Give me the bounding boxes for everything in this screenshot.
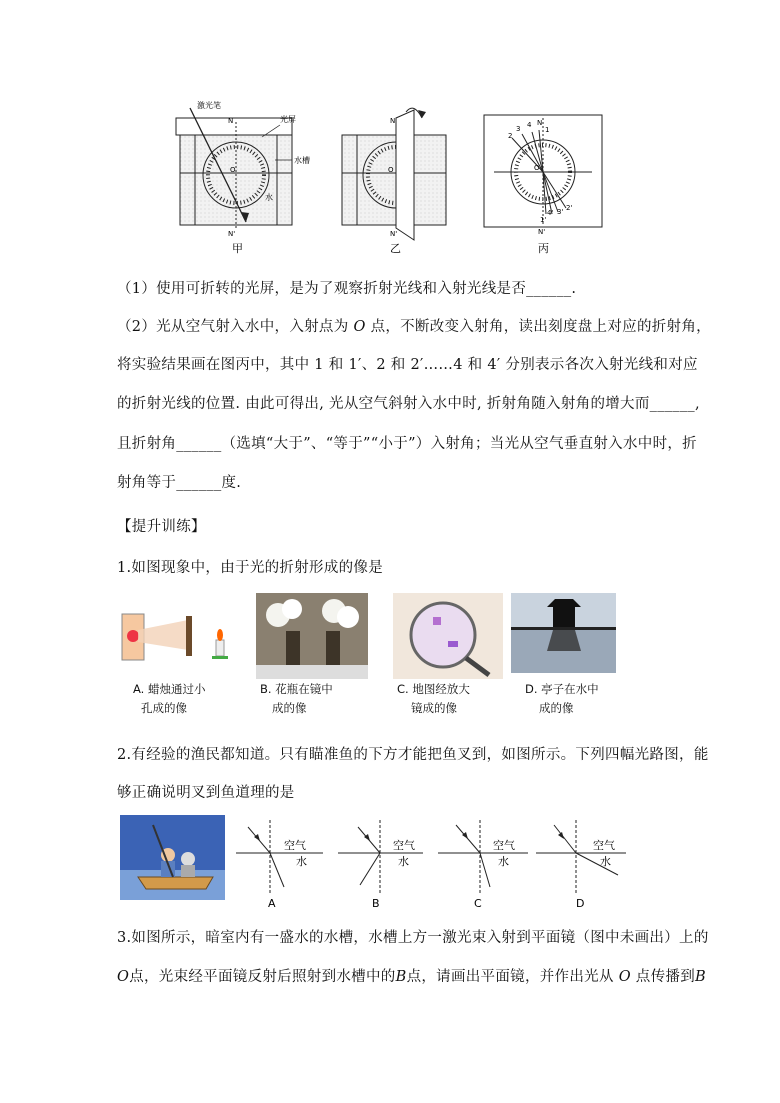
bing-num-1: 1	[545, 126, 550, 134]
diag-d-water: 水	[600, 855, 611, 868]
fig-label-Nprime3: N'	[538, 228, 546, 236]
diag-a-water: 水	[296, 855, 307, 868]
diagram-b	[338, 820, 423, 893]
fig-label-screen: 光屏	[280, 115, 296, 124]
magnifier-map-icon	[393, 593, 503, 679]
option-c-caption[interactable]: C. 地图经放大 镜成的像	[397, 682, 470, 715]
fig-label-tank: 水槽	[294, 156, 310, 165]
bing-num-2: 2	[508, 132, 513, 140]
fig-caption-yi: 乙	[390, 242, 401, 255]
question-part2-line1: （2）光从空气射入水中，入射点为 O 点，不断改变入射角，读出刻度盘上对应的折射角，	[117, 319, 711, 335]
bing-num-3p: 3'	[557, 208, 564, 216]
diag-c-air: 空气	[493, 839, 515, 852]
option-b-image	[256, 593, 368, 679]
diagram-d	[536, 820, 626, 893]
question-part2-line2: 将实验结果画在图丙中，其中 1 和 1′、2 和 2′……4 和 4′ 分别表示各次入射光线和对应	[117, 357, 698, 373]
var-O: O	[353, 319, 366, 335]
option-a-caption[interactable]: A. 蜡烛通过小 孔成的像	[133, 682, 206, 715]
q1-title: 1.如图现象中，由于光的折射形成的像是	[117, 560, 384, 576]
diagram-a	[236, 820, 323, 893]
question-part1: （1）使用可折转的光屏，是为了观察折射光线和入射光线是否______.	[117, 281, 577, 297]
fig-caption-bing: 丙	[538, 242, 549, 255]
question-part2-line3: 的折射光线的位置. 由此可得出, 光从空气斜射入水中时, 折射角随入射角的增大而______,	[117, 396, 700, 412]
question-part2-line4: 且折射角______（选填“大于”、“等于”“小于”）入射角；当光从空气垂直射入水中时，折	[117, 436, 697, 452]
diag-a-label: A	[268, 897, 276, 910]
q3-line1: 3.如图所示，暗室内有一盛水的水槽，水槽上方一激光束入射到平面镜（图中未画出）上的	[117, 930, 709, 946]
diag-d-label: D	[576, 897, 585, 910]
section-title: 【提升训练】	[117, 519, 206, 535]
diag-c-water: 水	[498, 855, 509, 868]
fig-label-Nprime: N'	[228, 230, 236, 238]
q3-line2: O点，光束经平面镜反射后照射到水槽中的B点，请画出平面镜，并作出光从 O 点传播到B	[117, 969, 706, 985]
question-part2-line5: 射角等于______度.	[117, 475, 242, 491]
diag-d-air: 空气	[593, 839, 615, 852]
fig-caption-jia: 甲	[232, 242, 243, 255]
fig-label-N: N	[228, 117, 234, 125]
fig-label-water: 水	[265, 193, 273, 202]
figure-bing	[484, 115, 602, 227]
diag-c-label: C	[474, 897, 482, 910]
fig-label-N3: N	[537, 119, 543, 127]
bing-num-4p: 4'	[547, 209, 554, 217]
fig-label-O2: O	[388, 166, 394, 174]
q2-diagrams	[118, 815, 638, 910]
q2-line2: 够正确说明叉到鱼道理的是	[117, 785, 295, 801]
option-b-caption[interactable]: B. 花瓶在镜中 成的像	[260, 682, 333, 715]
fig-label-laser: 激光笔	[197, 101, 221, 110]
candle-pinhole-icon	[118, 600, 236, 670]
option-c-image	[393, 593, 503, 679]
experiment-figures	[0, 0, 780, 260]
bing-num-1p: 1'	[540, 216, 547, 224]
bing-num-3: 3	[516, 125, 521, 133]
q2-line1: 2.有经验的渔民都知道。只有瞄准鱼的下方才能把鱼叉到，如图所示。下列四幅光路图，能	[117, 747, 709, 763]
fisherman-illustration	[120, 815, 225, 900]
figure-yi	[342, 108, 446, 240]
diag-a-air: 空气	[284, 839, 306, 852]
option-d-image	[511, 593, 616, 673]
fig-label-O: O	[230, 166, 236, 174]
fig-label-Nprime2: N'	[390, 230, 398, 238]
diag-b-air: 空气	[393, 839, 415, 852]
diag-b-label: B	[372, 897, 380, 910]
bing-num-4: 4	[527, 121, 532, 129]
fig-label-N2: N	[390, 117, 396, 125]
bing-num-2p: 2'	[566, 204, 573, 212]
vase-mirror-icon	[256, 593, 368, 679]
option-a-image	[118, 600, 236, 670]
diagram-c	[438, 820, 528, 893]
diag-b-water: 水	[398, 855, 409, 868]
fig-label-O3: O	[534, 164, 540, 172]
pavilion-reflection-icon	[511, 593, 616, 673]
option-d-caption[interactable]: D. 亭子在水中 成的像	[525, 682, 599, 715]
